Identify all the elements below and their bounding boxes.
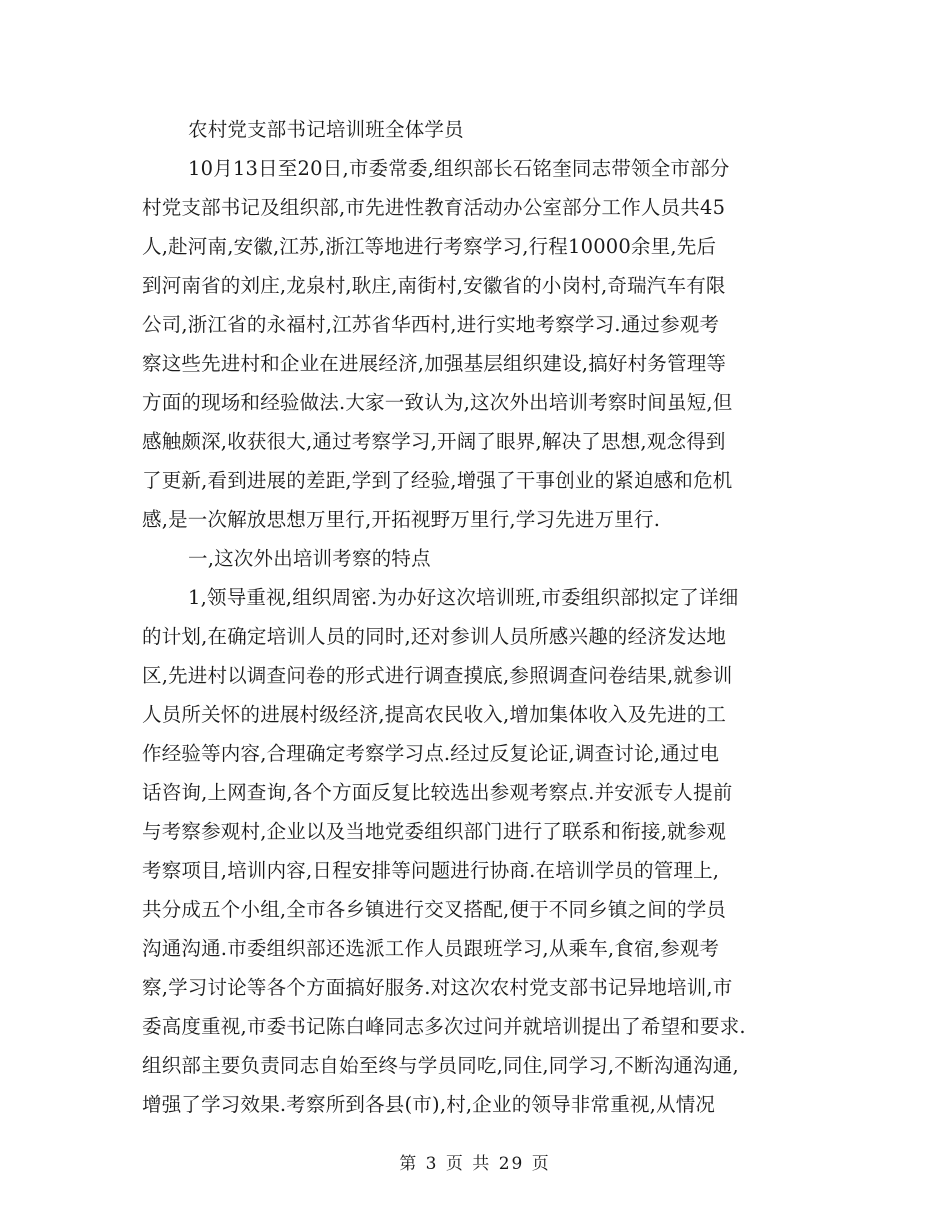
- paragraph-line: 察这些先进村和企业在进展经济,加强基层组织建设,搞好村务管理等: [142, 352, 727, 375]
- paragraph-line: 的计划,在确定培训人员的同时,还对参训人员所感兴趣的经济发达地: [142, 625, 727, 648]
- paragraph-line: 1,领导重视,组织周密.为办好这次培训班,市委组织部拟定了详细: [188, 586, 739, 609]
- paragraph-line: 到河南省的刘庄,龙泉村,耿庄,南街村,安徽省的小岗村,奇瑞汽车有限: [142, 274, 726, 297]
- paragraph-line: 作经验等内容,合理确定考察学习点.经过反复论证,调查讨论,通过电: [142, 742, 720, 765]
- paragraph-line: 10月13日至20日,市委常委,组织部长石铭奎同志带领全市部分: [188, 157, 730, 180]
- paragraph-line: 组织部主要负责同志自始至终与学员同吃,同住,同学习,不断沟通沟通,: [142, 1054, 739, 1077]
- paragraph-line: 共分成五个小组,全市各乡镇进行交叉搭配,便于不同乡镇之间的学员: [142, 898, 727, 921]
- paragraph-line: 与考察参观村,企业以及当地党委组织部门进行了联系和衔接,就参观: [142, 820, 727, 843]
- paragraph-line: 方面的现场和经验做法.大家一致认为,这次外出培训考察时间虽短,但: [142, 391, 733, 414]
- recipient-line: 农村党支部书记培训班全体学员: [188, 118, 464, 141]
- paragraph-line: 公司,浙江省的永福村,江苏省华西村,进行实地考察学习.通过参观考: [142, 313, 720, 336]
- page-number-footer: 第 3 页 共 29 页: [399, 1154, 551, 1174]
- paragraph-line: 增强了学习效果.考察所到各县(市),村,企业的领导非常重视,从情况: [142, 1093, 716, 1116]
- document-body: [142, 110, 812, 1124]
- paragraph-line: 察,学习讨论等各个方面搞好服务.对这次农村党支部书记异地培训,市: [142, 976, 733, 999]
- paragraph-line: 了更新,看到进展的差距,学到了经验,增强了干事创业的紧迫感和危机: [142, 469, 733, 492]
- paragraph-line: 人,赴河南,安徽,江苏,浙江等地进行考察学习,行程10000余里,先后: [142, 235, 717, 258]
- paragraph-line: 区,先进村以调查问卷的形式进行调查摸底,参照调查问卷结果,就参训: [142, 664, 733, 687]
- paragraph-line: 委高度重视,市委书记陈白峰同志多次过问并就培训提出了希望和要求.: [142, 1015, 746, 1038]
- paragraph-line: 沟通沟通.市委组织部还选派工作人员跟班学习,从乘车,食宿,参观考: [142, 937, 720, 960]
- paragraph-line: 村党支部书记及组织部,市先进性教育活动办公室部分工作人员共45: [142, 196, 726, 219]
- paragraph-line: 人员所关怀的进展村级经济,提高农民收入,增加集体收入及先进的工: [142, 703, 727, 726]
- paragraph-line: 话咨询,上网查询,各个方面反复比较选出参观考察点.并安派专人提前: [142, 781, 733, 804]
- paragraph-line: 考察项目,培训内容,日程安排等问题进行协商.在培训学员的管理上,: [142, 859, 720, 882]
- paragraph-line: 感,是一次解放思想万里行,开拓视野万里行,学习先进万里行.: [142, 508, 661, 531]
- section-heading: 一,这次外出培训考察的特点: [188, 547, 431, 570]
- paragraph-line: 感触颇深,收获很大,通过考察学习,开阔了眼界,解决了思想,观念得到: [142, 430, 726, 453]
